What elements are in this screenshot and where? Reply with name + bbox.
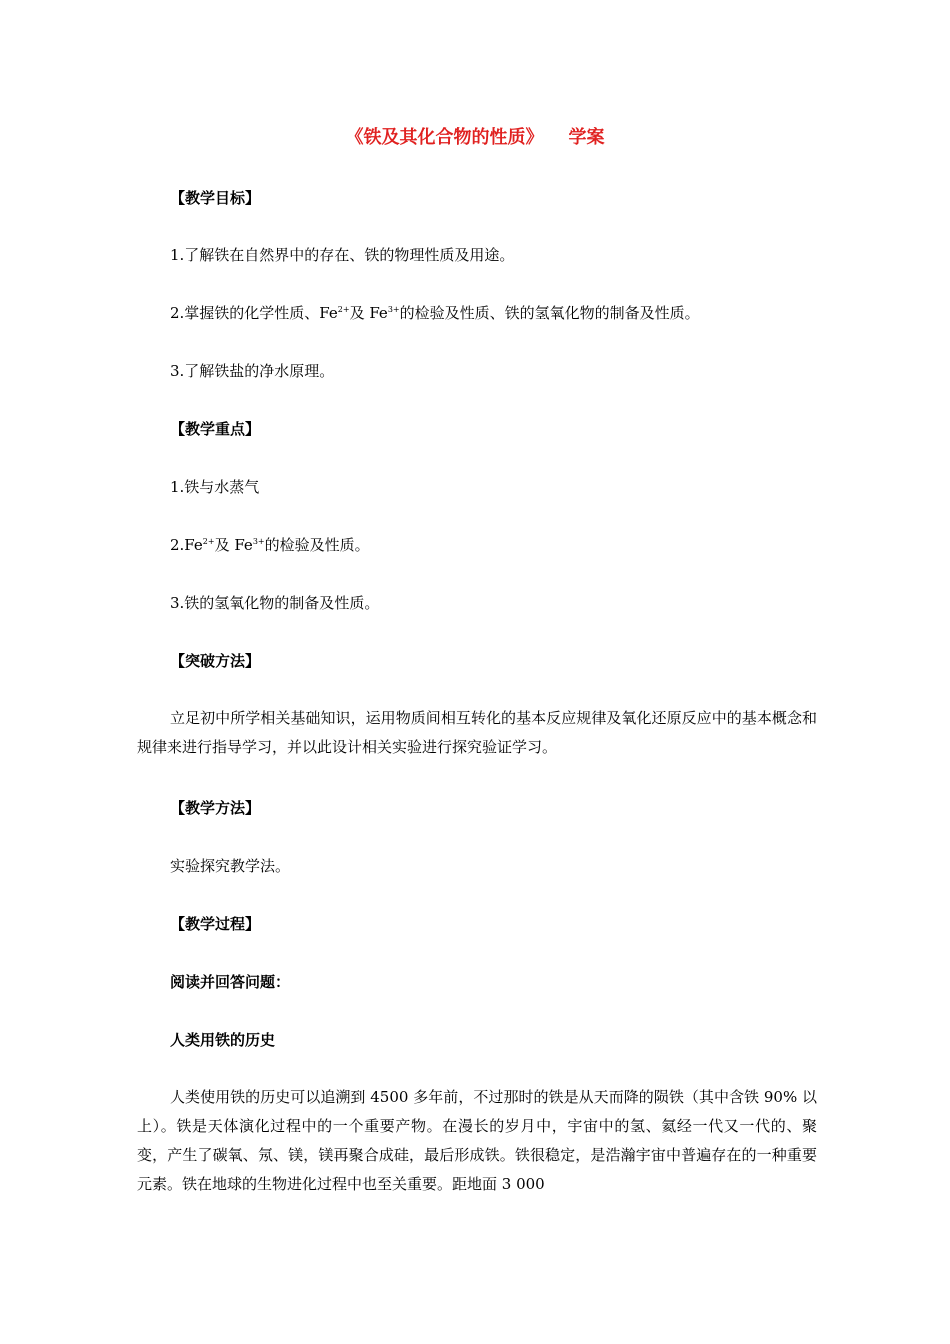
key-point-item-3: 3.铁的氢氧化物的制备及性质。 [170, 594, 380, 612]
fe2-charge: 2+ [337, 305, 350, 314]
objectives-heading: 【教学目标】 [170, 189, 261, 207]
key-point-item-2-mid: 及 Fe [214, 536, 253, 554]
section-title: 人类用铁的历史 [170, 1031, 276, 1049]
objective-item-1: 1.了解铁在自然界中的存在、铁的物理性质及用途。 [170, 246, 515, 264]
page-title: 《铁及其化合物的性质》 学案 [345, 127, 605, 148]
key-point-item-2-suffix: 的检验及性质。 [264, 536, 370, 554]
history-paragraph: 人类使用铁的历史可以追溯到 4500 多年前，不过那时的铁是从天而降的陨铁（其中含铁 90% 以上）。铁是天体演化过程中的一个重要产物。在漫长的岁月中，宇宙中的氢、氦经一代又一代的、聚变，产生了碳氧、氖、镁，镁再聚合成硅，最后形成铁。铁很稳定，是浩瀚宇宙中普遍存在的一种重要元素。铁在地球的生物进化过程中也至关重要。距地面 3 000 [137, 1088, 817, 1193]
objective-item-3: 3.了解铁盐的净水原理。 [170, 362, 335, 380]
process-heading: 【教学过程】 [170, 915, 261, 933]
key-point-item-1: 1.铁与水蒸气 [170, 478, 260, 496]
breakthrough-paragraph: 立足初中所学相关基础知识，运用物质间相互转化的基本反应规律及氧化还原反应中的基本概念和规律来进行指导学习，并以此设计相关实验进行探究验证学习。 [137, 709, 817, 756]
fe2-charge: 2+ [202, 537, 215, 546]
objective-item-2-suffix: 的检验及性质、铁的氢氧化物的制备及性质。 [399, 304, 700, 322]
key-points-heading: 【教学重点】 [170, 420, 261, 438]
method-heading: 【教学方法】 [170, 799, 261, 817]
breakthrough-heading: 【突破方法】 [170, 652, 261, 670]
objective-item-2-prefix: 2.掌握铁的化学性质、Fe [170, 304, 338, 322]
fe3-charge: 3+ [387, 305, 400, 314]
objective-item-2-mid: 及 Fe [349, 304, 388, 322]
process-subheading: 阅读并回答问题： [170, 973, 291, 991]
objective-item-2 [170, 302, 700, 324]
fe3-charge: 3+ [252, 537, 265, 546]
method-text: 实验探究教学法。 [170, 857, 291, 875]
key-point-item-2-prefix: 2.Fe [170, 536, 203, 554]
key-point-item-2 [170, 534, 370, 556]
